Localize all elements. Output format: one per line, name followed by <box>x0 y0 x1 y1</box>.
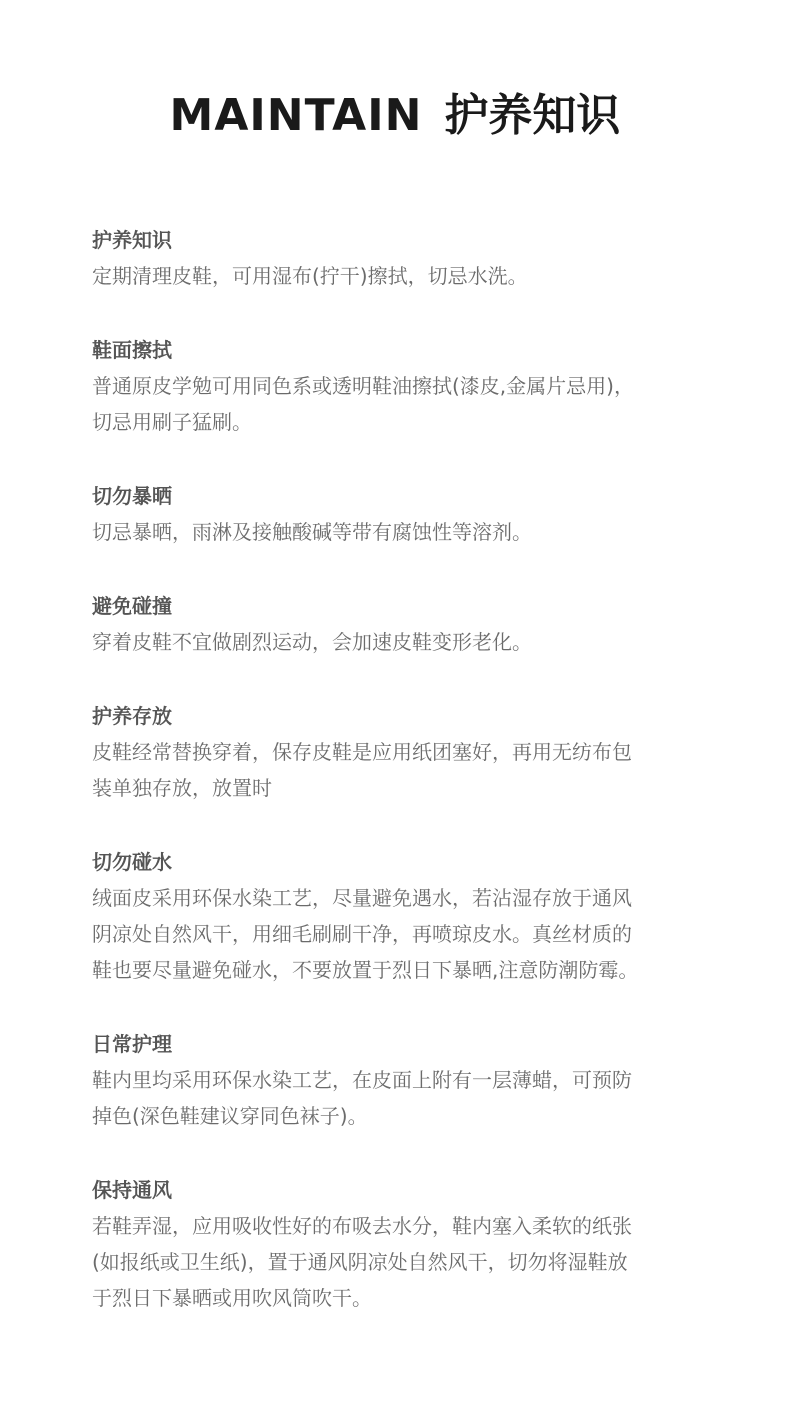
section-line: 鞋也要尽量避免碰水，不要放置于烈日下暴晒,注意防潮防霉。 <box>92 958 639 982</box>
section-line: 切忌用刷子猛刷。 <box>92 410 252 434</box>
section-line: 切忌暴晒，雨淋及接触酸碱等带有腐蚀性等溶剂。 <box>92 520 532 544</box>
section-line: 于烈日下暴晒或用吹风筒吹干。 <box>92 1286 372 1310</box>
section-line: 阴凉处自然风干，用细毛刷刷干净，再喷琼皮水。真丝材质的 <box>92 922 632 946</box>
page-title-zh: 护养知识 <box>444 90 621 141</box>
section-line: 穿着皮鞋不宜做剧烈运动，会加速皮鞋变形老化。 <box>92 630 532 654</box>
section-heading: 护养知识 <box>92 228 172 252</box>
care-section <box>92 332 712 440</box>
section-line: 鞋内里均采用环保水染工艺，在皮面上附有一层薄蜡，可预防 <box>92 1068 632 1092</box>
section-body <box>92 880 712 988</box>
care-section <box>92 844 712 988</box>
section-body <box>92 514 712 550</box>
care-section <box>92 1172 712 1316</box>
section-line: 绒面皮采用环保水染工艺，尽量避免遇水，若沾湿存放于通风 <box>92 886 632 910</box>
care-sections <box>92 222 712 1354</box>
section-heading: 避免碰撞 <box>92 594 172 618</box>
section-body <box>92 734 712 806</box>
care-section <box>92 222 712 294</box>
care-section <box>92 698 712 806</box>
section-line: 掉色(深色鞋建议穿同色袜子)。 <box>92 1104 368 1128</box>
section-heading: 保持通风 <box>92 1178 172 1202</box>
section-heading: 护养存放 <box>92 704 172 728</box>
section-heading: 切勿暴晒 <box>92 484 172 508</box>
care-section <box>92 588 712 660</box>
section-body <box>92 1208 712 1316</box>
care-section <box>92 478 712 550</box>
care-section <box>92 1026 712 1134</box>
section-line: 普通原皮学勉可用同色系或透明鞋油擦拭(漆皮,金属片忌用)， <box>92 374 634 398</box>
page-title-en: MAINTAIN <box>169 90 423 141</box>
section-line: 皮鞋经常替换穿着，保存皮鞋是应用纸团塞好，再用无纺布包 <box>92 740 632 764</box>
section-line: 定期清理皮鞋，可用湿布(拧干)擦拭，切忌水洗。 <box>92 264 528 288</box>
section-body <box>92 1062 712 1134</box>
section-heading: 日常护理 <box>92 1032 172 1056</box>
section-line: 装单独存放，放置时 <box>92 776 272 800</box>
section-line: (如报纸或卫生纸)，置于通风阴凉处自然风干，切勿将湿鞋放 <box>92 1250 628 1274</box>
section-body <box>92 368 712 440</box>
section-heading: 鞋面擦拭 <box>92 338 172 362</box>
section-body <box>92 258 712 294</box>
section-line: 若鞋弄湿，应用吸收性好的布吸去水分，鞋内塞入柔软的纸张 <box>92 1214 632 1238</box>
section-heading: 切勿碰水 <box>92 850 172 874</box>
page-title <box>0 88 790 144</box>
section-body <box>92 624 712 660</box>
